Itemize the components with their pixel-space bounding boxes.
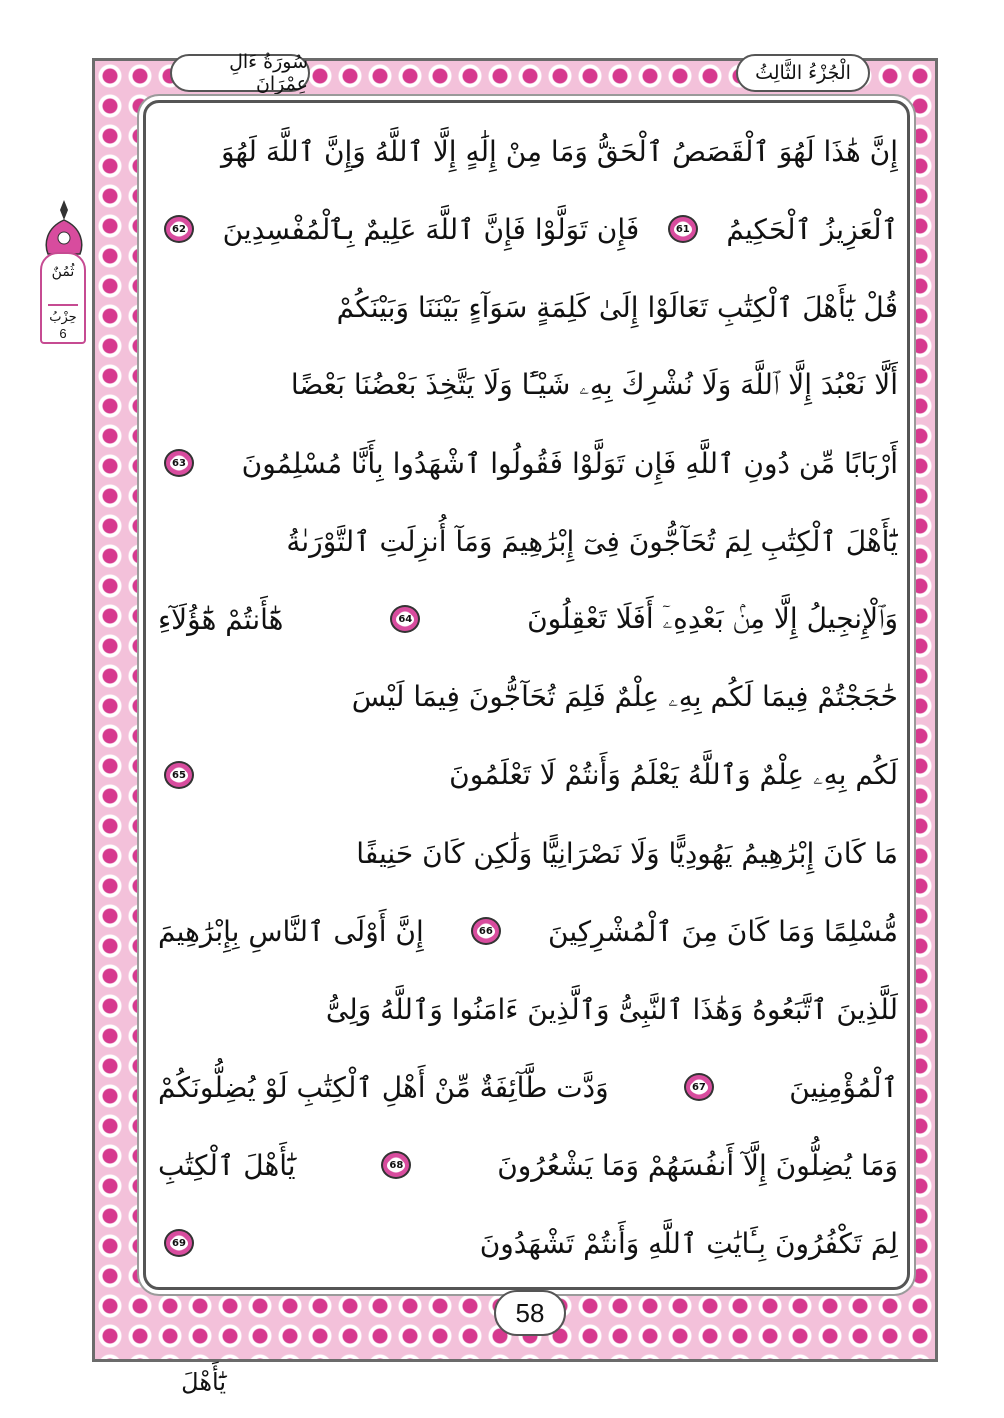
verse-text: لَلَّذِينَ ٱتَّبَعُوهُ وَهَٰذَا ٱلنَّبِىُّ وَٱلَّذِينَ ءَامَنُوا وَٱللَّهُ وَلِىُّ bbox=[325, 992, 898, 1026]
text-line bbox=[158, 1204, 898, 1282]
verse-text: مَا كَانَ إِبْرَٰهِيمُ يَهُودِيًّا وَلَا نَصْرَانِيًّا وَلَٰكِن كَانَ حَنِيفًا bbox=[356, 836, 898, 870]
ayah-number-icon bbox=[164, 1229, 194, 1257]
ayah-number-icon bbox=[668, 215, 698, 243]
ayah-number-icon bbox=[390, 605, 420, 633]
ayah-number-icon bbox=[164, 215, 194, 243]
text-line bbox=[158, 502, 898, 580]
surah-text: سُورَةُ ءَالِ عِمْرَانَ bbox=[229, 51, 308, 95]
verse-text: قُلْ يَٰٓأَهْلَ ٱلْكِتَٰبِ تَعَالَوْا إِلَىٰ كَلِمَةٍ سَوَآءٍ بَيْنَنَا وَبَيْنَكُمْ bbox=[336, 290, 898, 324]
ayah-number-icon bbox=[471, 917, 501, 945]
ayah-number: 63 bbox=[172, 457, 186, 469]
verse-text: إِنَّ أَوْلَى ٱلنَّاسِ بِإِبْرَٰهِيمَ bbox=[158, 914, 424, 948]
catchword: يَٰٓأَهْلَ bbox=[181, 1368, 226, 1396]
text-line bbox=[158, 892, 898, 970]
verse-text: مُّسْلِمًا وَمَا كَانَ مِنَ ٱلْمُشْرِكِينَ bbox=[548, 914, 898, 948]
verse-text: لَكُم بِهِۦ عِلْمٌ وَٱللَّهُ يَعْلَمُ وَأَنتُمْ لَا تَعْلَمُونَ bbox=[449, 758, 898, 791]
ayah-number-icon bbox=[164, 449, 194, 477]
hizb-ornament-icon bbox=[34, 198, 94, 256]
verse-text: يَٰٓأَهْلَ ٱلْكِتَٰبِ لِمَ تُحَآجُّونَ فِىٓ إِبْرَٰهِيمَ وَمَآ أُنزِلَتِ ٱلتَّوْرَىٰةُ bbox=[286, 524, 898, 558]
juz-label bbox=[736, 54, 870, 92]
ayah-number-icon bbox=[684, 1073, 714, 1101]
text-line bbox=[158, 112, 898, 190]
text-line bbox=[158, 268, 898, 346]
verse-text: لِمَ تَكْفُرُونَ بِـَٔايَٰتِ ٱللَّهِ وَأَنتُمْ تَشْهَدُونَ bbox=[479, 1226, 898, 1260]
ayah-number: 61 bbox=[675, 223, 690, 235]
ayah-number: 65 bbox=[172, 769, 186, 781]
text-line bbox=[158, 580, 898, 658]
ayah-number-icon bbox=[381, 1151, 411, 1179]
ayah-number: 69 bbox=[172, 1237, 186, 1249]
hizb-quarter: ثُمُنٌ bbox=[51, 264, 75, 280]
verse-text: وَمَا يُضِلُّونَ إِلَّآ أَنفُسَهُمْ وَمَا يَشْعُرُونَ bbox=[497, 1148, 898, 1182]
ayah-number: 62 bbox=[172, 223, 186, 235]
hizb-marker bbox=[34, 198, 94, 348]
text-line bbox=[158, 1126, 898, 1204]
text-line bbox=[158, 736, 898, 814]
verse-text: حَٰجَجْتُمْ فِيمَا لَكُم بِهِۦ عِلْمٌ فَلِمَ تُحَآجُّونَ فِيمَا لَيْسَ bbox=[351, 680, 898, 713]
ayah-number: 64 bbox=[398, 613, 413, 625]
ayah-number: 67 bbox=[691, 1081, 706, 1093]
page-number-text: 58 bbox=[515, 1297, 545, 1328]
hizb-label: حِزْبُ bbox=[49, 310, 77, 325]
verse-text: هَٰٓأَنتُمْ هَٰٓؤُلَآءِ bbox=[158, 602, 284, 636]
verse-text: يَٰٓأَهْلَ ٱلْكِتَٰبِ bbox=[158, 1148, 296, 1182]
verse-text: فَإِن تَوَلَّوْا فَإِنَّ ٱللَّهَ عَلِيمٌ بِٱلْمُفْسِدِينَ bbox=[222, 212, 640, 246]
text-line bbox=[158, 346, 898, 424]
ayah-number: 68 bbox=[389, 1159, 404, 1171]
hizb-box bbox=[40, 252, 86, 344]
quran-text bbox=[158, 112, 898, 1282]
verse-text: ٱلْعَزِيزُ ٱلْحَكِيمُ bbox=[726, 212, 898, 246]
verse-text: أَلَّا نَعْبُدَ إِلَّا ٱللَّهَ وَلَا نُشْرِكَ بِهِۦ شَيْـًٔا وَلَا يَتَّخِذَ بَعْضُنَا بَعْضًا bbox=[290, 368, 898, 401]
ayah-number-icon bbox=[164, 761, 194, 789]
verse-text: ٱلْمُؤْمِنِينَ bbox=[789, 1070, 898, 1104]
verse-text: وَدَّت طَّآئِفَةٌ مِّنْ أَهْلِ ٱلْكِتَٰبِ لَوْ يُضِلُّونَكُمْ bbox=[158, 1070, 609, 1104]
juz-text: الْجُزْءُ الثَّالِثُ bbox=[755, 62, 851, 84]
surah-label bbox=[170, 51, 310, 95]
hizb-divider bbox=[48, 304, 78, 306]
text-line bbox=[158, 1048, 898, 1126]
text-line bbox=[158, 970, 898, 1048]
verse-text: إِنَّ هَٰذَا لَهُوَ ٱلْقَصَصُ ٱلْحَقُّ وَمَا مِنْ إِلَٰهٍ إِلَّا ٱللَّهُ وَإِنَّ ٱللَّهَ لَهُوَ bbox=[221, 134, 898, 168]
verse-text: أَرْبَابًا مِّن دُونِ ٱللَّهِ فَإِن تَوَلَّوْا فَقُولُوا ٱشْهَدُوا بِأَنَّا مُسْلِمُونَ bbox=[241, 446, 898, 480]
ayah-number: 66 bbox=[478, 925, 493, 937]
text-line bbox=[158, 658, 898, 736]
text-line bbox=[158, 814, 898, 892]
text-line bbox=[158, 424, 898, 502]
text-line bbox=[158, 190, 898, 268]
hizb-number: 6 bbox=[59, 326, 67, 341]
page-number bbox=[494, 1290, 566, 1336]
verse-text: وَٱلْإِنجِيلُ إِلَّا مِنۢ بَعْدِهِۦٓ أَفَلَا تَعْقِلُونَ bbox=[527, 602, 898, 635]
